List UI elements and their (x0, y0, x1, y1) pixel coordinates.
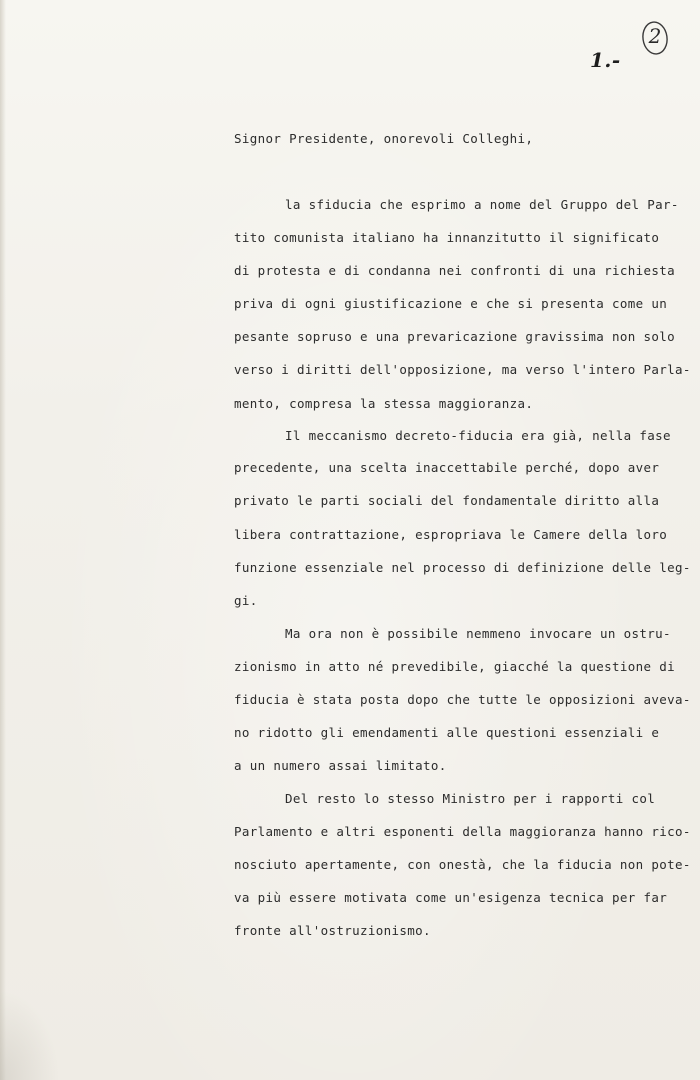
paragraph-line: precedente, una scelta inaccettabile perché, dopo aver (234, 460, 660, 475)
page-corner-shadow (0, 990, 60, 1080)
paragraph-line: libera contrattazione, espropriava le Camere della loro (234, 527, 668, 542)
paragraph-line: verso i diritti dell'opposizione, ma verso l'intero Parla- (234, 362, 691, 377)
paragraph-line: gi. (234, 593, 258, 608)
paragraph-line: va più essere motivata come un'esigenza tecnica per far (234, 890, 668, 905)
paragraph-line: fiducia è stata posta dopo che tutte le opposizioni aveva- (234, 692, 691, 707)
paragraph-line: mento, compresa la stessa maggioranza. (234, 396, 534, 411)
sheet-number-text: 2 (648, 24, 662, 48)
paragraph-line: Parlamento e altri esponenti della maggioranza hanno rico- (234, 824, 691, 839)
paragraph-line: zionismo in atto né prevedibile, giacché la questione di (234, 659, 676, 674)
paragraph-line: tito comunista italiano ha innanzitutto il significato (234, 230, 660, 245)
paragraph-line: funzione essenziale nel processo di definizione delle leg- (234, 560, 691, 575)
paragraph-line: di protesta e di condanna nei confronti di una richiesta (234, 263, 676, 278)
paragraph-line: priva di ogni giustificazione e che si presenta come un (234, 296, 668, 311)
paragraph-line: a un numero assai limitato. (234, 758, 447, 773)
page-edge-shadow (0, 0, 6, 1080)
handwritten-sheet-number (640, 18, 670, 58)
paragraph-line: privato le parti sociali del fondamentale diritto alla (234, 493, 660, 508)
page-number: 1.- (590, 48, 621, 72)
paragraph-line: Ma ora non è possibile nemmeno invocare un ostru- (285, 626, 671, 641)
paragraph-line: Del resto lo stesso Ministro per i rapporti col (285, 791, 656, 806)
salutation: Signor Presidente, onorevoli Colleghi, (234, 131, 534, 146)
paragraph-line: nosciuto apertamente, con onestà, che la fiducia non pote- (234, 857, 691, 872)
paragraph-line: pesante sopruso e una prevaricazione gravissima non solo (234, 329, 676, 344)
paragraph-line: Il meccanismo decreto-fiducia era già, nella fase (285, 428, 671, 443)
paragraph-line: no ridotto gli emendamenti alle questioni essenziali e (234, 725, 660, 740)
paragraph-line: la sfiducia che esprimo a nome del Gruppo del Par- (285, 197, 679, 212)
paragraph-line: fronte all'ostruzionismo. (234, 923, 431, 938)
